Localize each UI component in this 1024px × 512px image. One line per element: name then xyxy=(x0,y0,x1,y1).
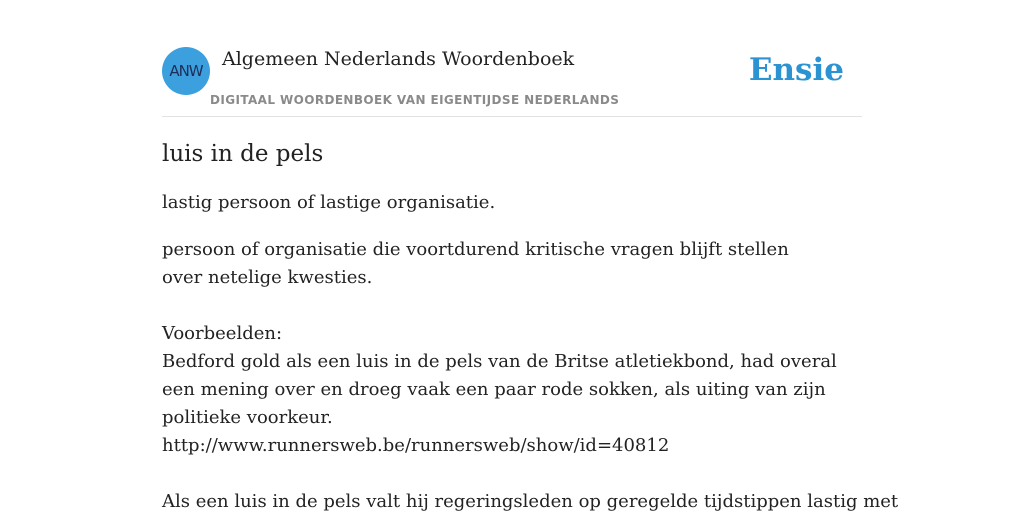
entry-content xyxy=(162,138,899,512)
site-subtitle: DIGITAAL WOORDENBOEK VAN EIGENTIJDSE NEDERLANDS xyxy=(210,93,620,107)
example-text: Als een luis in de pels valt hij regeringsleden op geregelde tijdstippen lastig met xyxy=(162,491,899,512)
long-definition: persoon of organisatie die voortdurend kritische vragen blijft stellen over netelige kwesties. xyxy=(162,239,789,288)
entry-term: luis in de pels xyxy=(162,141,324,167)
long-definition-block xyxy=(162,236,899,512)
site-title[interactable]: Algemeen Nederlands Woordenboek xyxy=(222,48,575,70)
anw-logo[interactable]: ANW xyxy=(162,47,210,95)
site-header xyxy=(162,47,862,117)
example-source-link[interactable]: http://www.runnersweb.be/runnersweb/show/id=40812 xyxy=(162,435,670,456)
ensie-brand-link[interactable]: Ensie xyxy=(748,52,844,88)
short-definition: lastig persoon of lastige organisatie. xyxy=(162,192,496,213)
examples-label: Voorbeelden: xyxy=(162,323,283,344)
example-text: Bedford gold als een luis in de pels van de Britse atletiekbond, had overal een mening over en droeg vaak een paar rode sokken, als uiting van zijn politieke voorkeur. xyxy=(162,351,837,428)
